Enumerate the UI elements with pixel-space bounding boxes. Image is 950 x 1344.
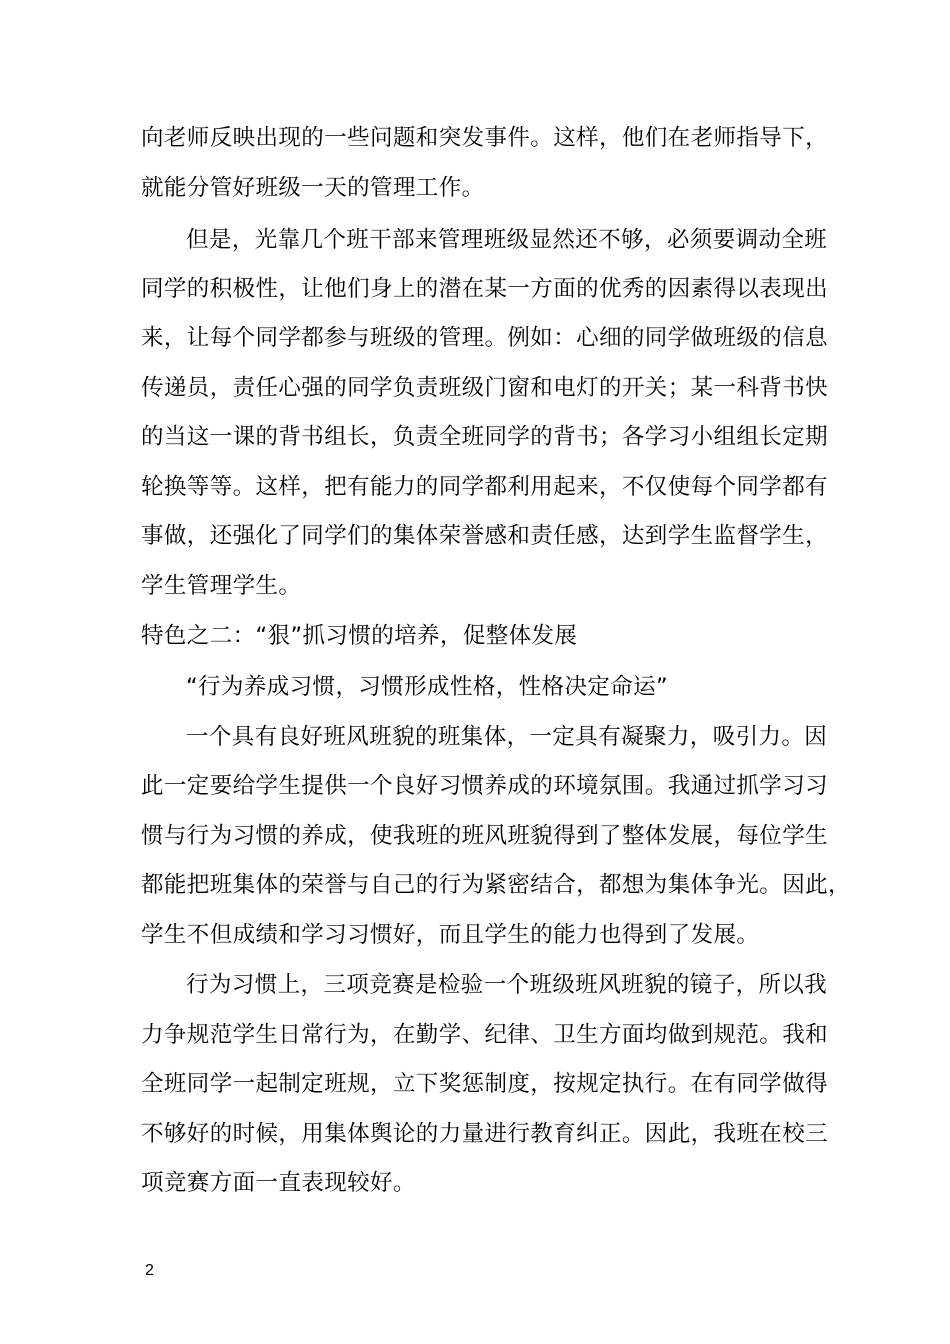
section-heading: 特色之二：“狠”抓习惯的培养，促整体发展 [141,623,578,649]
text-line: 学生管理学生。 [141,573,302,599]
text-line: 项竞赛方面一直表现较好。 [141,1170,416,1196]
text-line: 全班同学一起制定班规，立下奖惩制度，按规定执行。在有同学做得 [141,1071,829,1097]
paragraph-start-line: 行为习惯上，三项竞赛是检验一个班级班风班貌的镜子，所以我 [186,972,828,998]
text-line: 向老师反映出现的一些问题和突发事件。这样，他们在老师指导下， [141,125,829,151]
text-line: 力争规范学生日常行为，在勤学、纪律、卫生方面均做到规范。我和 [141,1022,829,1048]
text-line: 轮换等等。这样，把有能力的同学都利用起来，不仅使每个同学都有 [141,474,829,500]
text-line: 都能把班集体的荣誉与自己的行为紧密结合，都想为集体争光。因此， [141,872,851,898]
text-line: 学生不但成绩和学习习惯好，而且学生的能力也得到了发展。 [141,922,760,948]
text-line: 不够好的时候，用集体舆论的力量进行教育纠正。因此，我班在校三 [141,1121,829,1147]
text-line: 惯与行为习惯的养成，使我班的班风班貌得到了整体发展，每位学生 [141,823,829,849]
text-line: 事做，还强化了同学们的集体荣誉感和责任感，达到学生监督学生， [141,523,829,549]
text-line: 同学的积极性，让他们身上的潜在某一方面的优秀的因素得以表现出 [141,276,829,302]
quote-line: “行为养成习惯，习惯形成性格，性格决定命运” [186,674,669,700]
paragraph-start-line: 但是，光靠几个班干部来管理班级显然还不够，必须要调动全班 [186,227,828,253]
paragraph-start-line: 一个具有良好班风班貌的班集体，一定具有凝聚力，吸引力。因 [186,724,828,750]
text-line: 就能分管好班级一天的管理工作。 [141,175,485,201]
text-line: 传递员，责任心强的同学负责班级门窗和电灯的开关；某一科背书快 [141,375,829,401]
text-line: 来，让每个同学都参与班级的管理。例如：心细的同学做班级的信息 [141,325,829,351]
text-line: 的当这一课的背书组长，负责全班同学的背书；各学习小组组长定期 [141,424,829,450]
text-line: 此一定要给学生提供一个良好习惯养成的环境氛围。我通过抓学习习 [141,773,829,799]
page-number: 2 [145,1262,154,1279]
